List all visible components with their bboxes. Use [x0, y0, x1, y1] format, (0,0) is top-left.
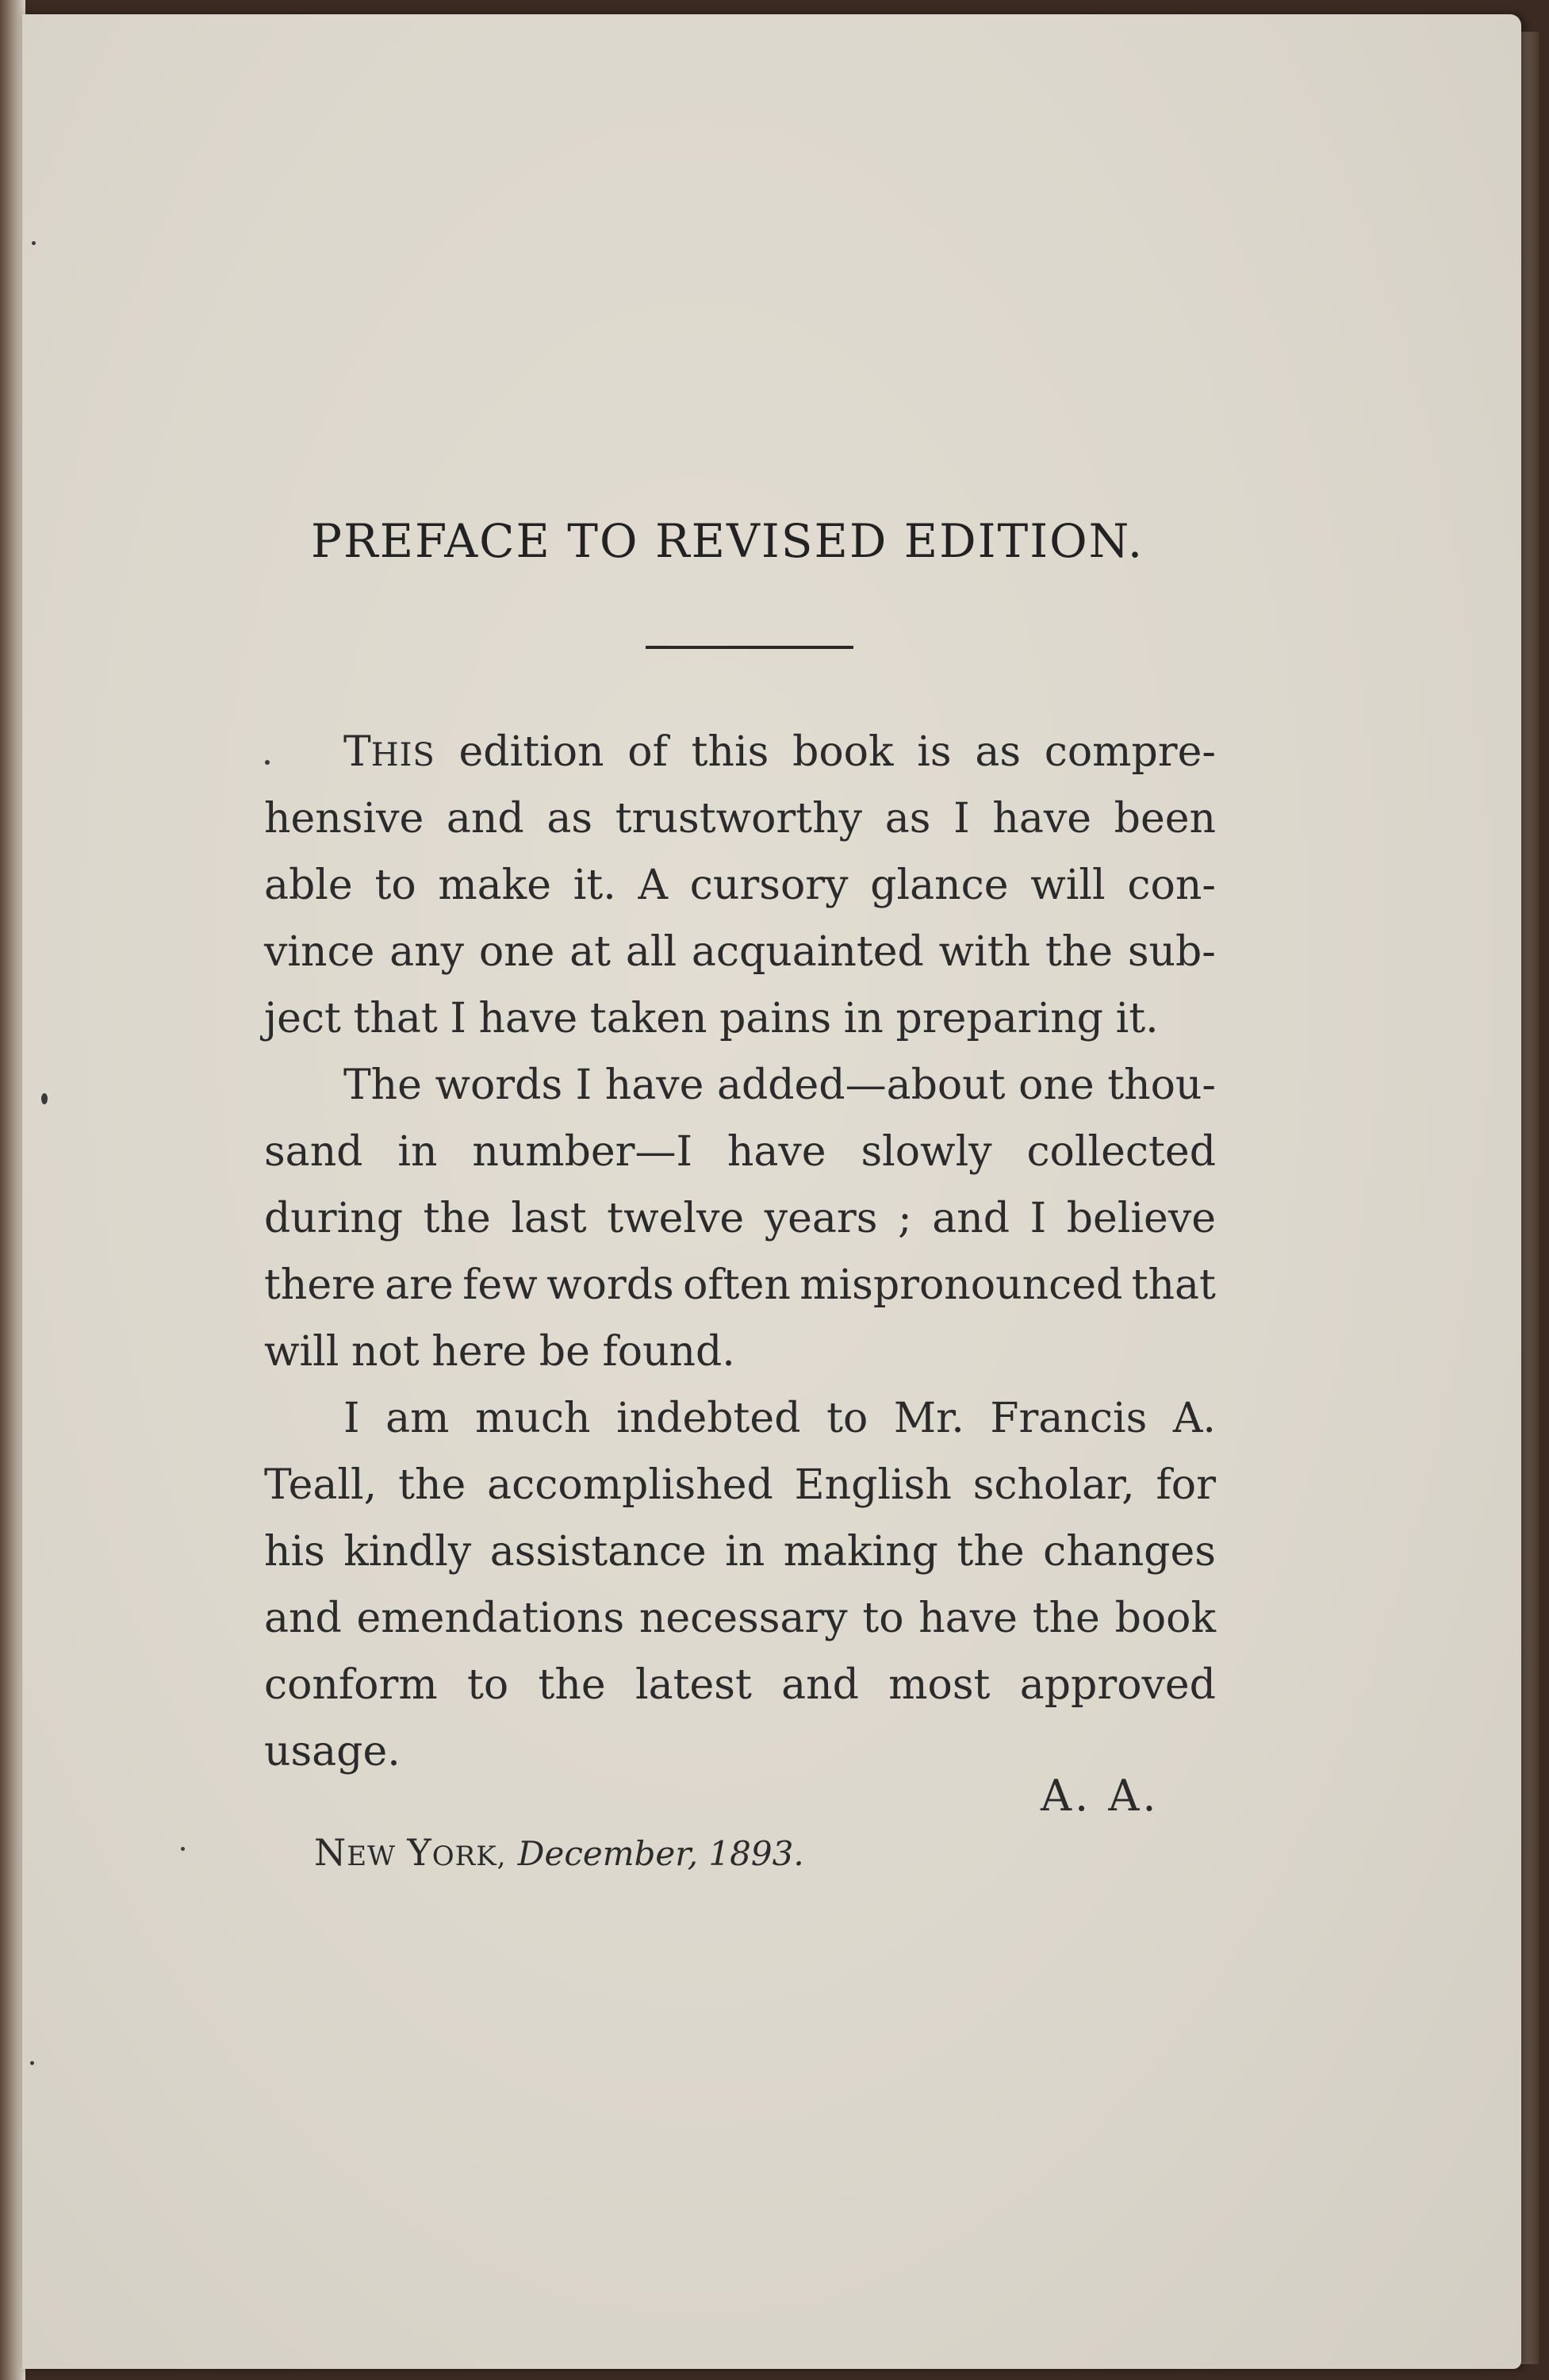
word: and [932, 1195, 1010, 1242]
word: as [546, 795, 593, 843]
word: one [478, 928, 555, 976]
word: A. [1172, 1395, 1216, 1442]
word: of [627, 728, 668, 776]
ink-speck [30, 2061, 34, 2065]
word: any [389, 928, 465, 976]
word: usage. [264, 1728, 401, 1775]
word: to [862, 1595, 904, 1642]
word: and [446, 795, 524, 843]
ink-speck [41, 1093, 48, 1104]
word: emendations [356, 1595, 625, 1642]
word: years [764, 1195, 878, 1242]
word: the [1045, 928, 1114, 976]
text-line [264, 1185, 1216, 1252]
text-line [264, 919, 1216, 985]
word: pains [719, 995, 832, 1042]
word: accomplished [487, 1461, 773, 1509]
word: there [264, 1261, 376, 1309]
word: twelve [607, 1195, 745, 1242]
word: and [781, 1661, 859, 1709]
word: make [438, 862, 551, 909]
word: often [683, 1261, 791, 1309]
word: ; [898, 1195, 912, 1242]
word: book [1114, 1595, 1216, 1642]
word: mispronounced [799, 1261, 1123, 1309]
word: in [843, 995, 884, 1042]
word: all [625, 928, 677, 976]
word: taken [589, 995, 707, 1042]
word: here [431, 1328, 527, 1376]
word: will [1030, 862, 1106, 909]
word: indebted [616, 1395, 801, 1442]
word: have [604, 1061, 704, 1109]
word: his [264, 1528, 325, 1576]
dateline-date: December, 1893. [517, 1834, 804, 1873]
word: words [435, 1061, 563, 1109]
word: words [546, 1261, 674, 1309]
word: THIS [343, 728, 435, 776]
word: ject [264, 995, 341, 1042]
word: have [992, 795, 1091, 843]
paragraph [264, 1052, 1216, 1385]
word: be [539, 1328, 590, 1376]
word: are [385, 1261, 454, 1309]
word: sand [264, 1128, 363, 1176]
preface-body [264, 719, 1216, 1785]
word: to [466, 1661, 509, 1709]
word: able [264, 862, 353, 909]
paragraph [264, 1385, 1216, 1785]
word: that [353, 995, 438, 1042]
word: last [511, 1195, 587, 1242]
word: conform [264, 1661, 438, 1709]
text-line [264, 719, 1216, 785]
word: book [792, 728, 894, 776]
word: the [538, 1661, 606, 1709]
word: to [826, 1395, 868, 1442]
author-signature: A. A. [1041, 1771, 1160, 1821]
word: in [397, 1128, 438, 1176]
word: it. [573, 862, 616, 909]
word: I [953, 795, 970, 843]
word: it. [1115, 995, 1159, 1042]
word: necessary [638, 1595, 848, 1642]
word: at [569, 928, 612, 976]
word: am [385, 1395, 450, 1442]
word: collected [1026, 1128, 1216, 1176]
dateline-city: NEW YORK, [314, 1831, 507, 1874]
text-line [264, 1119, 1216, 1185]
word: that [1131, 1261, 1216, 1309]
word: been [1114, 795, 1216, 843]
word: the [957, 1528, 1025, 1576]
ink-speck [181, 1847, 185, 1851]
word: added—about [716, 1061, 1006, 1109]
word: cursory [689, 862, 849, 909]
word: believe [1066, 1195, 1216, 1242]
word: con- [1127, 862, 1216, 909]
word: acquainted [691, 928, 924, 976]
text-line [264, 1585, 1216, 1652]
word: Teall, [264, 1461, 378, 1509]
word: vince [264, 928, 375, 976]
word: A [638, 862, 669, 909]
word: changes [1043, 1528, 1216, 1576]
word: latest [635, 1661, 752, 1709]
word: the [1032, 1595, 1100, 1642]
word: assistance [489, 1528, 707, 1576]
word: is [917, 728, 952, 776]
word: not [351, 1328, 420, 1376]
word: one [1018, 1061, 1095, 1109]
word: with [938, 928, 1031, 976]
word: approved [1019, 1661, 1216, 1709]
word: English [794, 1461, 952, 1509]
word: I [450, 995, 466, 1042]
word: edition [458, 728, 604, 776]
word: during [264, 1195, 404, 1242]
word: the [423, 1195, 491, 1242]
word: have [918, 1595, 1018, 1642]
word: slowly [861, 1128, 992, 1176]
text-line [264, 1252, 1216, 1319]
word: as [975, 728, 1021, 776]
word: to [374, 862, 416, 909]
word: I [343, 1395, 360, 1442]
text-line [264, 1385, 1216, 1452]
word: thou- [1107, 1061, 1216, 1109]
word: in [725, 1528, 765, 1576]
word: few [462, 1261, 538, 1309]
text-line [264, 1652, 1216, 1718]
word: for [1156, 1461, 1216, 1509]
word: scholar, [972, 1461, 1135, 1509]
text-line [264, 852, 1216, 919]
text-line [264, 1319, 1216, 1385]
word: preparing [895, 995, 1103, 1042]
word: have [478, 995, 578, 1042]
word: will [264, 1328, 339, 1376]
text-line [264, 1452, 1216, 1518]
word: I [1029, 1195, 1047, 1242]
word: have [727, 1128, 826, 1176]
text-line [264, 985, 1216, 1052]
text-line [264, 1052, 1216, 1119]
word: kindly [343, 1528, 472, 1576]
word: Mr. [893, 1395, 964, 1442]
word: glance [870, 862, 1009, 909]
word: found. [602, 1328, 735, 1376]
word: I [575, 1061, 592, 1109]
word: as [884, 795, 931, 843]
word: The [343, 1061, 422, 1109]
text-line [264, 785, 1216, 852]
word: the [398, 1461, 466, 1509]
word: hensive [264, 795, 424, 843]
title-divider [646, 646, 853, 649]
paragraph [264, 719, 1216, 1052]
word: most [888, 1661, 991, 1709]
word: number—I [472, 1128, 693, 1176]
word: this [691, 728, 769, 776]
word: making [783, 1528, 938, 1576]
ink-speck [32, 241, 36, 245]
word: compre- [1044, 728, 1216, 776]
page-title: PREFACE TO REVISED EDITION. [311, 514, 1144, 568]
text-line [264, 1518, 1216, 1585]
word: sub- [1127, 928, 1216, 976]
dateline [314, 1831, 804, 1874]
word: much [475, 1395, 591, 1442]
word: and [264, 1595, 342, 1642]
word: trustworthy [615, 795, 863, 843]
word: Francis [990, 1395, 1148, 1442]
